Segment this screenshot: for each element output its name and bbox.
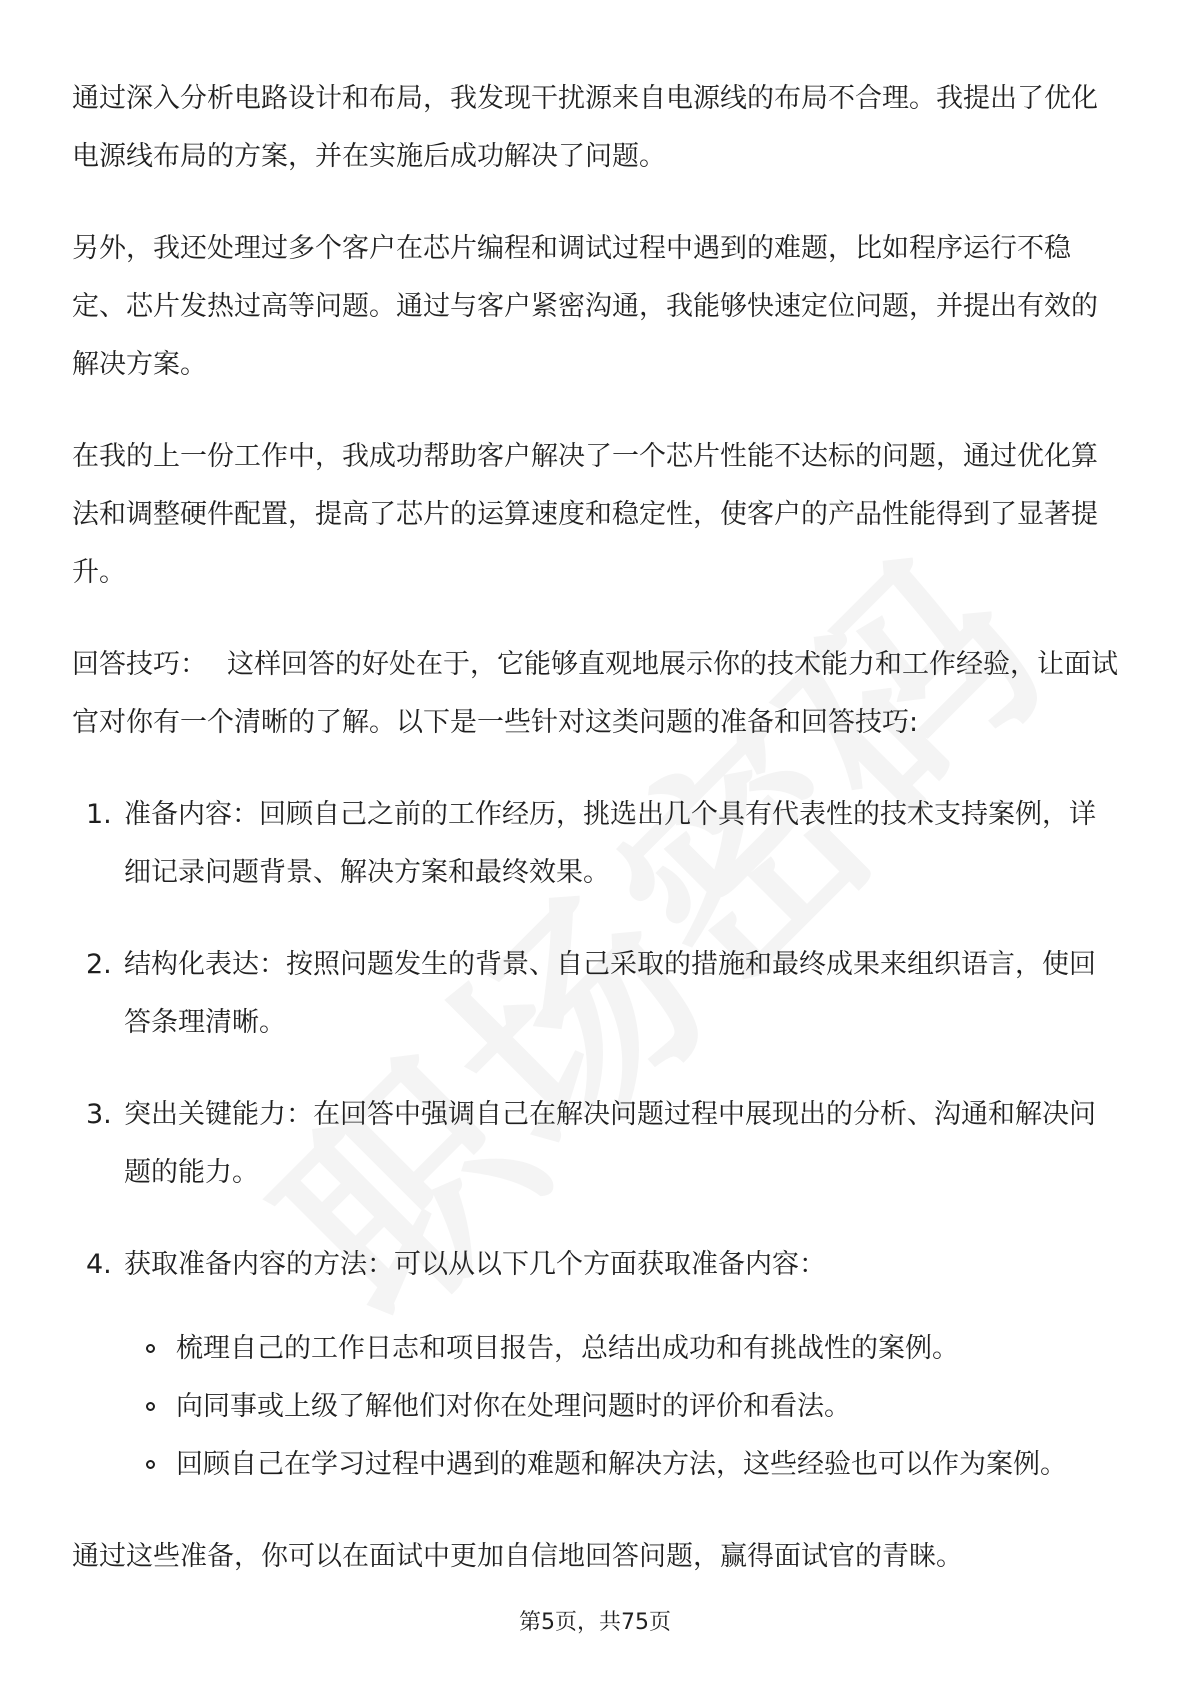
paragraph-3: 在我的上一份工作中，我成功帮助客户解决了一个芯片性能不达标的问题，通过优化算法和调整硬件配置，提高了芯片的运算速度和稳定性，使客户的产品性能得到了显著提升。 [72,441,1098,588]
sub-list-item [124,1378,1122,1436]
sub-list-item-text: 向同事或上级了解他们对你在处理问题时的评价和看法。 [176,1391,851,1422]
list-item [72,1086,1122,1202]
sub-list-item [124,1320,1122,1378]
paragraph-1: 通过深入分析电路设计和布局，我发现干扰源来自电源线的布局不合理。我提出了优化电源线布局的方案，并在实施后成功解决了问题。 [72,83,1098,172]
list-number: 2. [86,949,112,980]
paragraph-2: 另外，我还处理过多个客户在芯片编程和调试过程中遇到的难题，比如程序运行不稳定、芯片发热过高等问题。通过与客户紧密沟通，我能够快速定位问题，并提出有效的解决方案。 [72,233,1098,380]
list-item-text: 准备内容：回顾自己之前的工作经历，挑选出几个具有代表性的技术支持案例，详细记录问题背景、解决方案和最终效果。 [124,799,1096,888]
list-number: 3. [86,1099,112,1130]
list-number: 1. [86,799,112,830]
list-item-text: 结构化表达：按照问题发生的背景、自己采取的措施和最终成果来组织语言，使回答条理清晰。 [124,949,1096,1038]
tips-intro-label: 回答技巧： [72,649,207,680]
list-item-text: 获取准备内容的方法：可以从以下几个方面获取准备内容： [124,1249,826,1280]
circle-bullet-icon [146,1402,155,1411]
list-item [72,936,1122,1052]
list-number: 4. [86,1249,112,1280]
sub-list-item-text: 梳理自己的工作日志和项目报告，总结出成功和有挑战性的案例。 [176,1333,959,1364]
page-footer: 第5页，共75页 [519,1610,671,1635]
tips-intro-text: 这样回答的好处在于，它能够直观地展示你的技术能力和工作经验，让面试官对你有一个清晰的了解。以下是一些针对这类问题的准备和回答技巧: [72,649,1118,738]
list-item-text: 突出关键能力：在回答中强调自己在解决问题过程中展现出的分析、沟通和解决问题的能力。 [124,1099,1096,1188]
document-body [72,70,1122,1620]
tips-intro [72,636,1122,752]
sub-tips-list [124,1320,1122,1494]
closing-paragraph: 通过这些准备，你可以在面试中更加自信地回答问题，赢得面试官的青睐。 [72,1541,963,1572]
circle-bullet-icon [146,1344,155,1353]
sub-list-item-text: 回顾自己在学习过程中遇到的难题和解决方法，这些经验也可以作为案例。 [176,1449,1067,1480]
list-item [72,1236,1122,1494]
tips-list [72,786,1122,1494]
circle-bullet-icon [146,1460,155,1469]
list-item [72,786,1122,902]
sub-list-item [124,1436,1122,1494]
